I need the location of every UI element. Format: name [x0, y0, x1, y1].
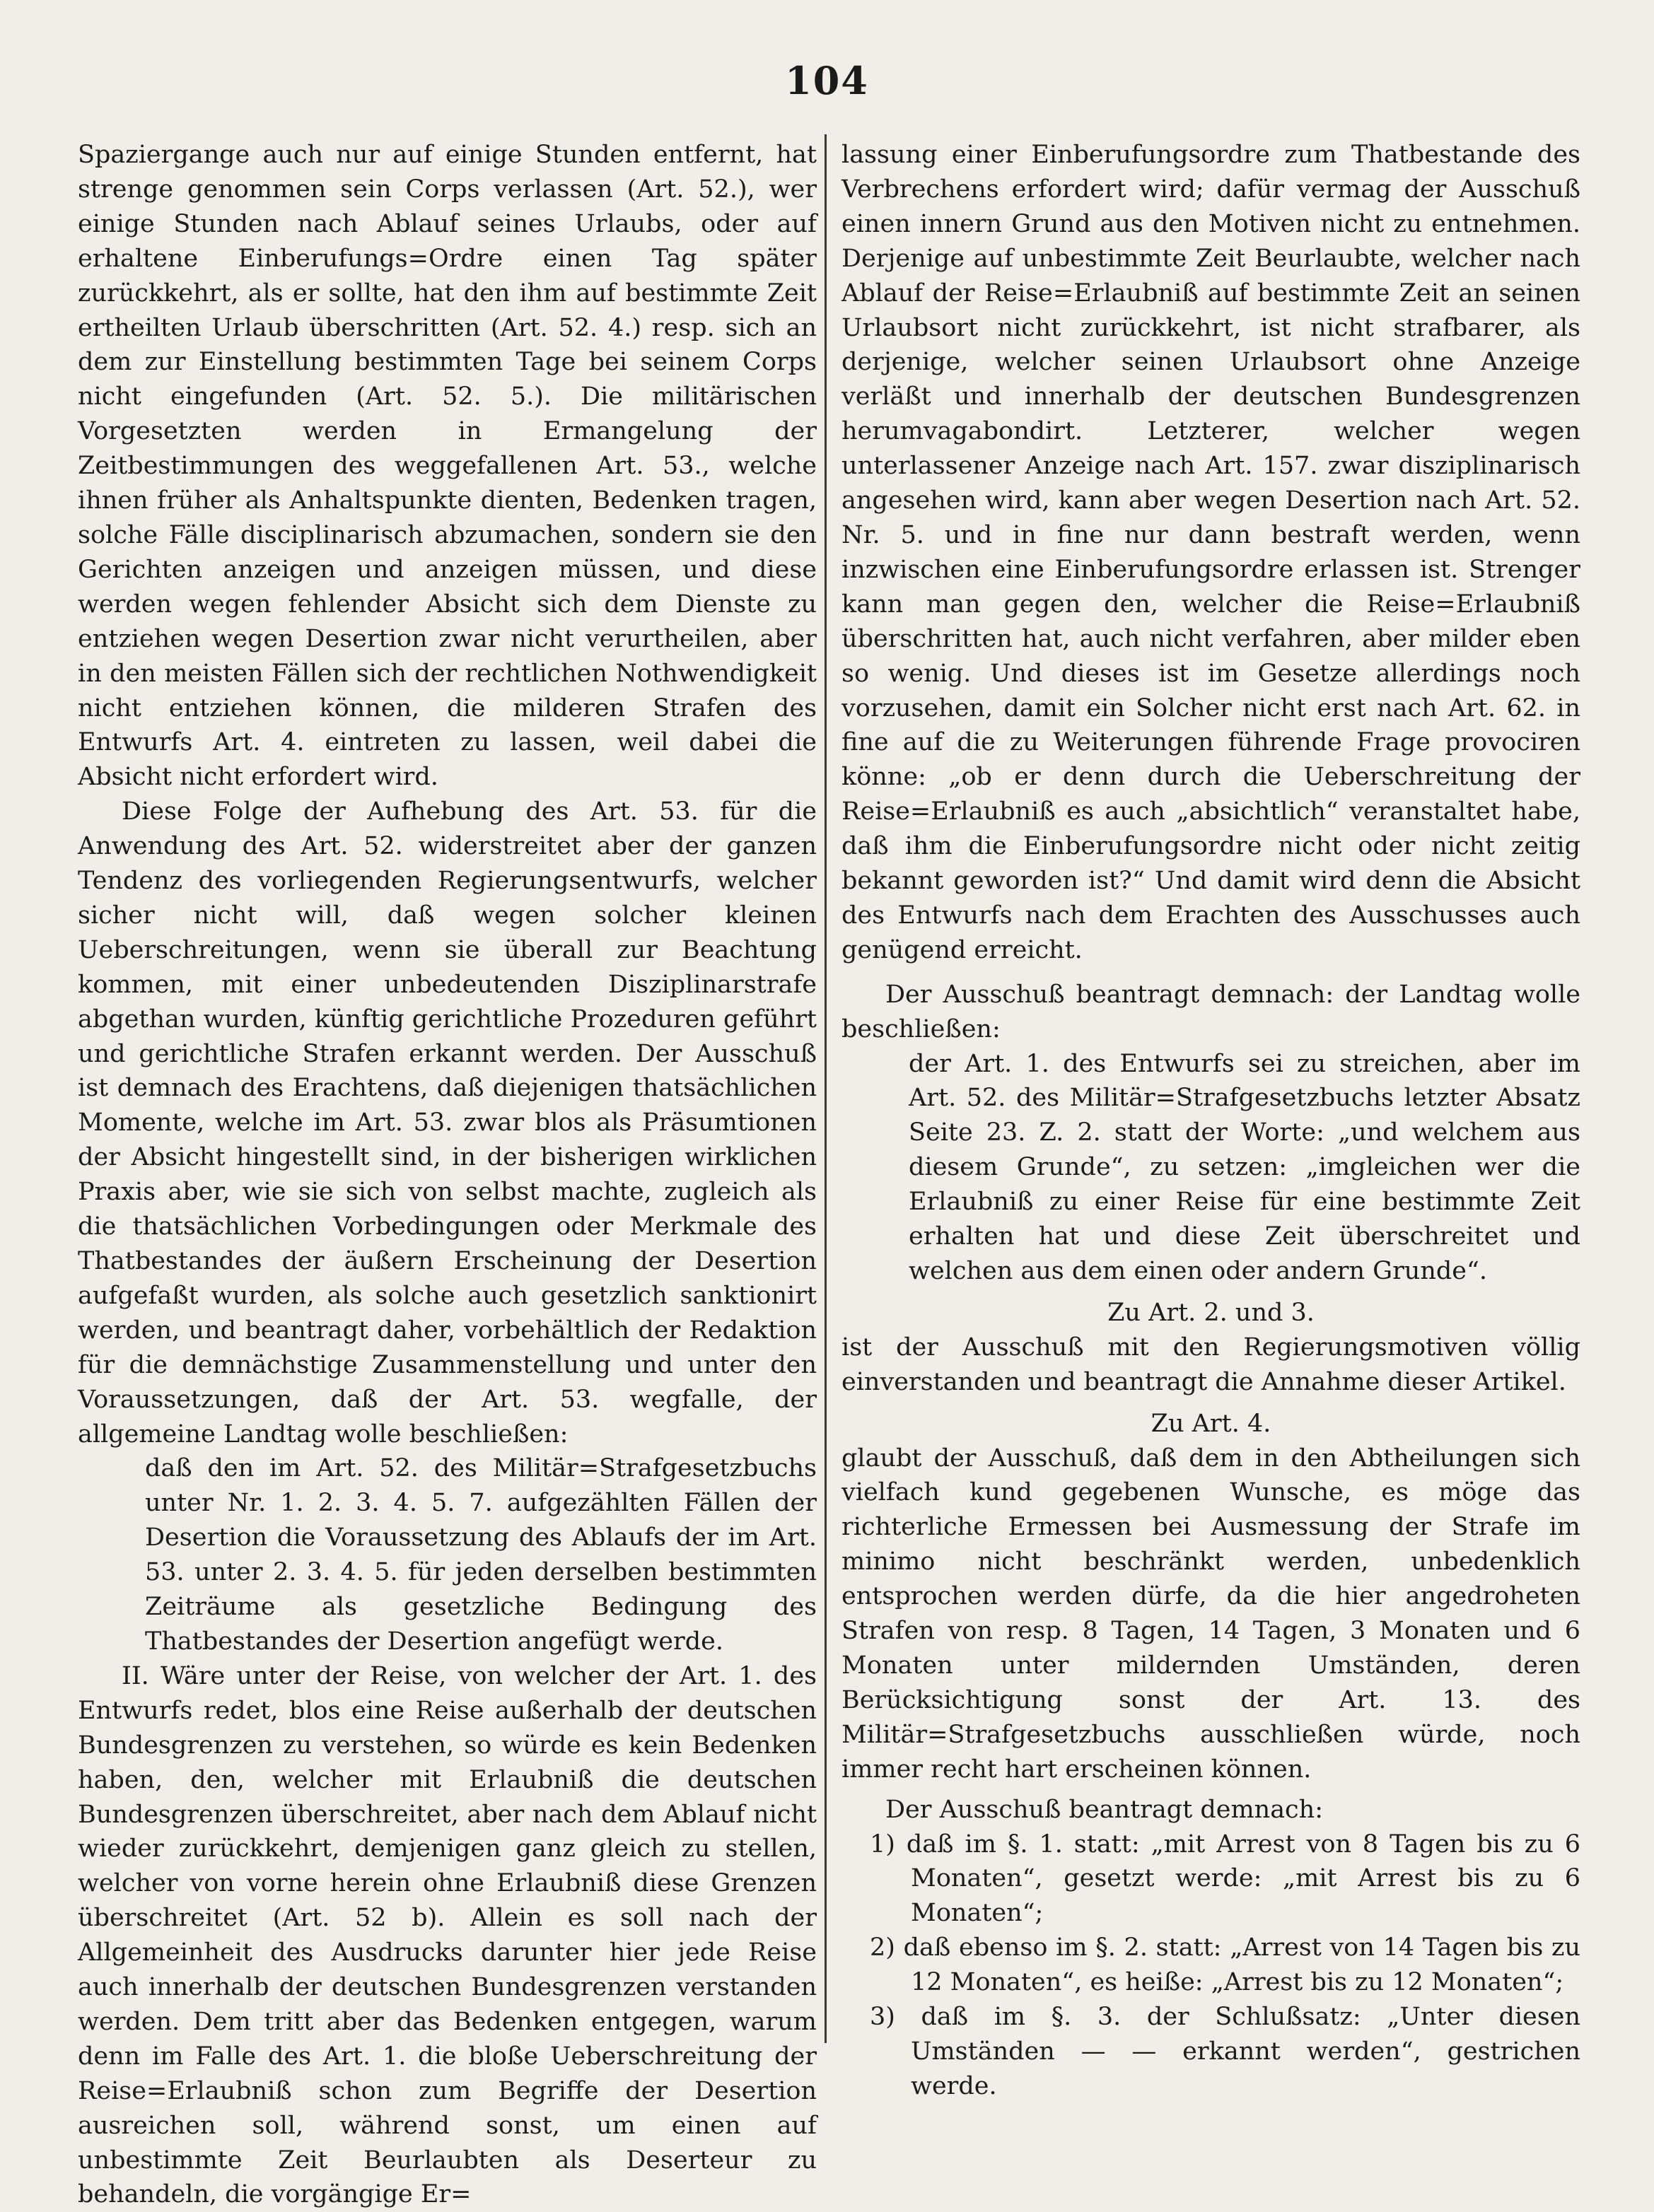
list-item: 1) daß im §. 1. statt: „mit Arrest von 8 Tagen bis zu 6 Monaten“, gesetzt werde: „mit Arrest bis zu 6 Monaten“;: [870, 1830, 1580, 1928]
paragraph: Der Ausschuß beantragt demnach:: [885, 1795, 1323, 1824]
paragraph: II. Wäre unter der Reise, von welcher der Art. 1. des Entwurfs redet, blos eine Reise außerhalb der deutschen Bundesgrenzen zu verstehen, so würde es kein Bedenken haben, den, welcher mit Erlaubniß die deutschen Bundesgrenzen überschreitet, aber nach dem Ablauf nicht wieder zurückkehrt, demjenigen ganz gleich zu stellen, welcher von vorne herein ohne Erlaubniß diese Grenzen überschreitet (Art. 52 b). Allein es soll nach der Allgemeinheit des Ausdrucks darunter hier jede Reise auch innerhalb der deutschen Bundesgrenzen verstanden werden. Dem tritt aber das Bedenken entgegen, warum denn im Falle des Art. 1. die bloße Ueberschreitung der Reise=Erlaubniß schon zum Begriffe der Desertion ausreichen soll, während sonst, um einen auf unbestimmte Zeit Beurlaubten als Deserteur zu behandeln, die vorgängige Er=: [78, 1661, 817, 2209]
resolution-text: der Art. 1. des Entwurfs sei zu streichen, aber im Art. 52. des Militär=Strafgesetzbuchs letzter Absatz Seite 23. Z. 2. statt der Worte: „und welchem aus diesem Grunde“, zu setzen: „imgleichen wer die Erlaubniß zu einer Reise für eine bestimmte Zeit erhalten hat und diese Zeit überschreitet und welchen aus dem einen oder andern Grunde“.: [909, 1049, 1580, 1285]
paragraph: Diese Folge der Aufhebung des Art. 53. für die Anwendung des Art. 52. widerstreitet aber der ganzen Tendenz des vorliegenden Regierungsentwurfs, welcher sicher nicht will, daß wegen solcher kleinen Ueberschreitungen, wenn sie überall zur Beachtung kommen, mit einer unbedeutenden Disziplinarstrafe abgethan wurden, künftig gerichtliche Prozeduren geführt und gerichtliche Strafen erkannt werden. Der Ausschuß ist demnach des Erachtens, daß diejenigen thatsächlichen Momente, welche im Art. 53. zwar blos als Präsumtionen der Absicht hingestellt sind, in der bisherigen wirklichen Praxis aber, wie sie sich von selbst machte, zugleich als die thatsächlichen Vorbedingungen oder Merkmale des Thatbestandes der äußern Erscheinung der Desertion aufgefaßt wurden, als solche auch gesetzlich sanktionirt werden, und beantragt daher, vorbehältlich der Redaktion für die demnächstige Zusammenstellung und unter den Voraussetzungen, daß der Art. 53. wegfalle, der allgemeine Landtag wolle beschließen:: [78, 797, 817, 1449]
list-item: 2) daß ebenso im §. 2. statt: „Arrest von 14 Tagen bis zu 12 Monaten“, es heiße: „Arrest bis zu 12 Monaten“;: [870, 1933, 1580, 1997]
resolution-text: daß den im Art. 52. des Militär=Strafgesetzbuchs unter Nr. 1. 2. 3. 4. 5. 7. aufgezählten Fällen der Desertion die Voraussetzung des Ablaufs der im Art. 53. unter 2. 3. 4. 5. für jeden derselben bestimmten Zeiträume als gesetzliche Bedingung des Thatbestandes der Desertion angefügt werde.: [145, 1454, 817, 1656]
paragraph: lassung einer Einberufungsordre zum Thatbestande des Verbrechens erfordert wird; dafür vermag der Ausschuß einen innern Grund aus den Motiven nicht zu entnehmen. Derjenige auf unbestimmte Zeit Beurlaubte, welcher nach Ablauf der Reise=Erlaubniß auf bestimmte Zeit an seinen Urlaubsort nicht zurückkehrt, ist nicht strafbarer, als derjenige, welcher seinen Urlaubsort ohne Anzeige verläßt und innerhalb der deutschen Bundesgrenzen herumvagabondirt. Letzterer, welcher wegen unterlassener Anzeige nach Art. 157. zwar disziplinarisch angesehen wird, kann aber wegen Desertion nach Art. 52. Nr. 5. und in fine nur dann bestraft werden, wenn inzwischen eine Einberufungsordre erlassen ist. Strenger kann man gegen den, welcher die Reise=Erlaubniß überschritten hat, auch nicht verfahren, aber milder eben so wenig. Und dieses ist im Gesetze allerdings noch vorzusehen, damit ein Solcher nicht erst nach Art. 62. in fine auf die zu Weiterungen führende Frage provociren könne: „ob er denn durch die Ueberschreitung der Reise=Erlaubniß es auch „absichtlich“ veranstaltet habe, daß ihm die Einberufungsordre nicht oder nicht zeitig bekannt geworden ist?“ Und damit wird denn die Absicht des Entwurfs nach dem Erachten des Ausschusses auch genügend erreicht.: [841, 141, 1580, 964]
list-item: 3) daß im §. 3. der Schlußsatz: „Unter diesen Umständen — — erkannt werden“, gestrichen werde.: [870, 2003, 1580, 2100]
page-number: 104: [785, 58, 869, 103]
paragraph: Spaziergange auch nur auf einige Stunden entfernt, hat strenge genommen sein Corps verlassen (Art. 52.), wer einige Stunden nach Ablauf seines Urlaubs, oder auf erhaltene Einberufungs=Ordre einen Tag später zurückkehrt, als er sollte, hat den ihm auf bestimmte Zeit ertheilten Urlaub überschritten (Art. 52. 4.) resp. sich an dem zur Einstellung bestimmten Tage bei seinem Corps nicht eingefunden (Art. 52. 5.). Die militärischen Vorgesetzten werden in Ermangelung der Zeitbestimmungen des weggefallenen Art. 53., welche ihnen früher als Anhaltspunkte dienten, Bedenken tragen, solche Fälle disciplinarisch abzumachen, sondern sie den Gerichten anzeigen und anzeigen müssen, und diese werden wegen fehlender Absicht sich dem Dienste zu entziehen wegen Desertion zwar nicht verurtheilen, aber in den meisten Fällen sich der rechtlichen Nothwendigkeit nicht entziehen können, die milderen Strafen des Entwurfs Art. 4. eintreten zu lassen, weil dabei die Absicht nicht erfordert wird.: [78, 141, 817, 792]
column-divider: [825, 134, 827, 2043]
paragraph: ist der Ausschuß mit den Regierungsmotiven völlig einverstanden und beantragt die Annahme dieser Artikel.: [841, 1333, 1580, 1396]
paragraph: Der Ausschuß beantragt demnach: der Landtag wolle beschließen:: [841, 980, 1580, 1043]
left-column: [78, 138, 817, 2212]
section-heading: Zu Art. 4.: [1151, 1409, 1271, 1438]
right-column: [841, 138, 1580, 2104]
section-heading: Zu Art. 2. und 3.: [1107, 1298, 1315, 1327]
paragraph: glaubt der Ausschuß, daß dem in den Abtheilungen sich vielfach kund gegebenen Wunsche, es möge das richterliche Ermessen bei Ausmessung der Strafe im minimo nicht beschränkt werden, unbedenklich entsprochen werden dürfe, da die hier angedroheten Strafen von resp. 8 Tagen, 14 Tagen, 3 Monaten und 6 Monaten unter mildernden Umständen, deren Berücksichtigung sonst der Art. 13. des Militär=Strafgesetzbuchs ausschließen würde, noch immer recht hart erscheinen können.: [841, 1444, 1580, 1784]
